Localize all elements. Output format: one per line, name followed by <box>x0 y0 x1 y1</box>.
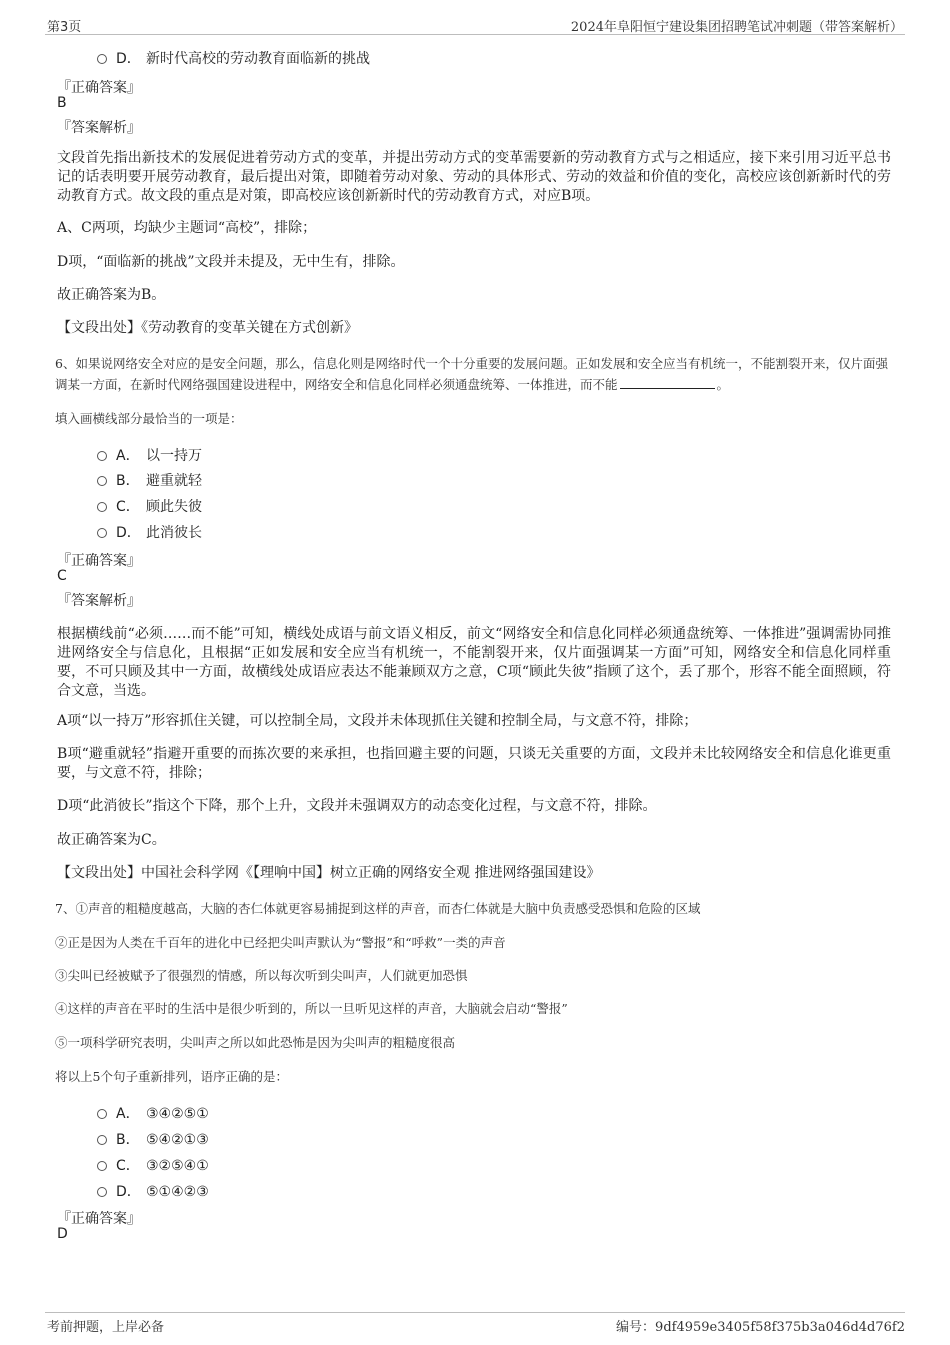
q6-answer-label: 『正确答案』 <box>57 553 141 569</box>
q7-sentence-2: ②正是因为人类在千百年的进化中已经把尖叫声默认为“警报”和“呼救”一类的声音 <box>55 935 506 950</box>
header-divider <box>45 34 905 35</box>
q7-answer-label: 『正确答案』 <box>57 1211 141 1227</box>
footer-divider <box>45 1312 905 1313</box>
footer-slogan: 考前押题，上岸必备 <box>47 1320 165 1335</box>
document-id: 编号：9df4959e3405f58f375b3a046d4d76f2 <box>616 1320 905 1335</box>
document-title: 2024年阜阳恒宁建设集团招聘笔试冲刺题（带答案解析） <box>570 20 903 35</box>
radio-icon[interactable] <box>97 1161 107 1171</box>
radio-icon[interactable] <box>97 1187 107 1197</box>
q7-sentence-1: 7、①声音的粗糙度越高，大脑的杏仁体就更容易捕捉到这样的声音，而杏仁体就是大脑中负责感受恐惧和危险的区域 <box>55 901 701 916</box>
q6-answer: C <box>57 568 67 584</box>
q5-analysis-p3: D项，“面临新的挑战”文段并未提及，无中生有，排除。 <box>57 254 405 270</box>
radio-icon[interactable] <box>97 1135 107 1145</box>
q5-analysis-p2: A、C两项，均缺少主题词“高校”，排除； <box>57 220 317 236</box>
q5-source: 【文段出处】《劳动教育的变革关键在方式创新》 <box>57 320 358 336</box>
option-text: 新时代高校的劳动教育面临新的挑战 <box>146 51 370 67</box>
q5-answer-label: 『正确答案』 <box>57 80 141 96</box>
q7-option-c[interactable]: C． ③②⑤④① <box>97 1155 209 1175</box>
q5-answer: B <box>57 95 67 111</box>
q7-sentence-3: ③尖叫已经被赋予了很强烈的情感，所以每次听到尖叫声，人们就更加恐惧 <box>55 968 468 983</box>
q6-analysis-p4: D项“此消彼长”指这个下降，那个上升，文段并未强调双方的动态变化过程，与文意不符，排除。 <box>57 798 657 814</box>
q5-analysis-label: 『答案解析』 <box>57 120 141 136</box>
radio-icon[interactable] <box>97 54 107 64</box>
q6-option-d[interactable]: D． 此消彼长 <box>97 522 202 542</box>
radio-icon[interactable] <box>97 451 107 461</box>
q6-source: 【文段出处】中国社会科学网《【理响中国】树立正确的网络安全观 推进网络强国建设》 <box>57 865 601 881</box>
q7-sentence-5: ⑤一项科学研究表明，尖叫声之所以如此恐怖是因为尖叫声的粗糙度很高 <box>55 1035 456 1050</box>
q7-sentence-4: ④这样的声音在平时的生活中是很少听到的，所以一旦听见这样的声音，大脑就会启动“警报” <box>55 1001 568 1016</box>
q5-option-d[interactable]: D． 新时代高校的劳动教育面临新的挑战 <box>97 48 370 68</box>
fill-blank <box>620 376 715 389</box>
radio-icon[interactable] <box>97 528 107 538</box>
q7-option-a[interactable]: A． ③④②⑤① <box>97 1103 209 1123</box>
q5-analysis-p1: 文段首先指出新技术的发展促进着劳动方式的变革，并提出劳动方式的变革需要新的劳动教育方式与之相适应，接下来引用习近平总书记的话表明要开展劳动教育，最后提出对策，即随着劳动对象、劳动的具体形式、劳动的效益和价值的变化，高校应该创新新时代的劳动教育方式。故文段的重点是对策，即高校应该创新新时代的劳动教育方式，对应B项。 <box>57 150 891 204</box>
q6-analysis-p1: 根据横线前“必须……而不能”可知，横线处成语与前文语义相反，前文“网络安全和信息化同样必须通盘统筹、一体推进”强调需协同推进网络安全与信息化，且根据“正如发展和安全应当有机统一，不能割裂开来，仅片面强调某一方面”可知，网络安全和信息化同样重要，不可只顾及其中一方面，故横线处成语应表达不能兼顾双方之意，C项“顾此失彼”指顾了这个，丢了那个，形容不能全面照顾，符合文意，当选。 <box>57 626 891 699</box>
page-number: 第3页 <box>47 20 82 35</box>
q6-analysis-label: 『答案解析』 <box>57 593 141 609</box>
radio-icon[interactable] <box>97 1109 107 1119</box>
q6-analysis-p5: 故正确答案为C。 <box>57 832 166 848</box>
q6-prompt: 填入画横线部分最恰当的一项是： <box>55 411 243 426</box>
q7-prompt: 将以上5个句子重新排列，语序正确的是： <box>55 1069 288 1084</box>
radio-icon[interactable] <box>97 476 107 486</box>
q6-analysis-p2: A项“以一持万”形容抓住关键，可以控制全局，文段并未体现抓住关键和控制全局，与文意不符，排除； <box>57 713 698 729</box>
q7-option-d[interactable]: D． ⑤①④②③ <box>97 1181 209 1201</box>
q5-analysis-p4: 故正确答案为B。 <box>57 287 166 303</box>
q6-stem: 6、如果说网络安全对应的是安全问题，那么，信息化则是网络时代一个十分重要的发展问题。正如发展和安全应当有机统一，不能割裂开来，仅片面强调某一方面，在新时代网络强国建设进程中，网络安全和信息化同样必须通盘统筹、一体推进，而不能 。 <box>55 356 888 392</box>
q6-analysis-p3: B项“避重就轻”指避开重要的而拣次要的来承担，也指回避主要的问题，只谈无关重要的方面，文段并未比较网络安全和信息化谁更重要，与文意不符，排除； <box>57 746 891 781</box>
q6-option-a[interactable]: A． 以一持万 <box>97 445 202 465</box>
q6-option-b[interactable]: B． 避重就轻 <box>97 470 202 490</box>
q6-option-c[interactable]: C． 顾此失彼 <box>97 496 202 516</box>
q7-option-b[interactable]: B． ⑤④②①③ <box>97 1129 209 1149</box>
q7-answer: D <box>57 1226 68 1242</box>
radio-icon[interactable] <box>97 502 107 512</box>
